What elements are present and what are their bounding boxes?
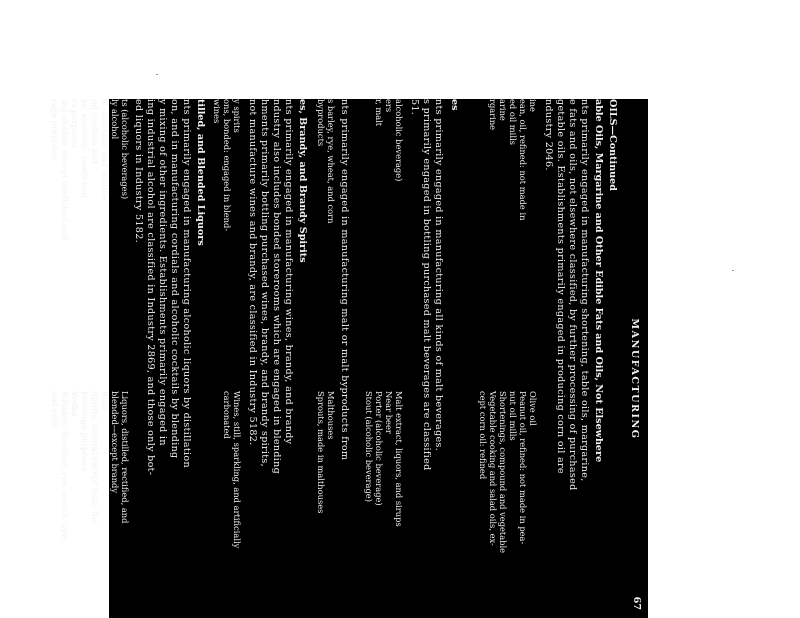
product-item: ed oil mills <box>508 99 518 145</box>
product-item: Stout (alcoholic beverage) <box>364 391 374 502</box>
description-line: getable oils. Establishments primarily engaged in producing corn oil are <box>555 99 566 474</box>
running-head: MANUFACTURING <box>629 318 640 440</box>
product-item: Shortenings, compound and vegetable <box>498 391 508 554</box>
product-item: cept corn oil: refined <box>478 391 488 480</box>
product-item: ic, alcoholic and soluble <box>100 99 110 201</box>
product-item: y spirits <box>232 99 242 133</box>
description-line: ndustry also includes bonded storerooms which are engaged in blending <box>271 99 282 475</box>
product-item: Malt extract, liquors, and sirups <box>394 391 404 527</box>
product-item: ine <box>528 99 538 112</box>
product-item: nd cordials and <box>90 99 100 164</box>
description-line: nts primarily engaged in manufacturing shortening, table oils, margarine, <box>579 99 590 482</box>
product-item: ts (alcoholic beverages) <box>120 99 130 200</box>
description-line: not manufacture wines and brandy, are classified in Industry 5182. <box>247 99 258 446</box>
product-item: byproducts <box>316 99 326 147</box>
product-item: ly alcohol <box>110 99 120 140</box>
product-item: ers <box>384 99 394 113</box>
product-item: s barley, rye, wheat, and corn <box>326 99 336 224</box>
product-item: Malthouses <box>326 391 336 440</box>
product-item: wines <box>212 99 222 124</box>
product-item: rage purposes <box>50 99 60 160</box>
page-content <box>50 99 648 618</box>
scanned-page <box>50 99 648 618</box>
product-item: Peanut oil, refined: not made in pea- <box>518 391 528 545</box>
description-line: nts primarily engaged in manufacturing alcoholic liquors by distillation <box>181 99 192 468</box>
industry-title: es, Brandy, and Brandy Spirits <box>297 99 308 263</box>
product-item: arine <box>498 99 508 121</box>
product-item: Spirits, neutral except fruit: for <box>90 391 100 524</box>
scan-speck <box>732 270 734 271</box>
product-item: beverage purposes <box>80 391 90 471</box>
product-item: and corn <box>50 391 60 429</box>
product-item: blended—except brandy <box>110 391 120 494</box>
product-item: ks, alcoholic: medicinal <box>80 99 90 198</box>
product-item: Vegetable cooking and salad oils, ex- <box>488 391 498 546</box>
product-item: Rum <box>100 391 110 411</box>
product-item: carbonated <box>222 391 232 439</box>
product-item: ean, oil, refined: not made in <box>518 99 528 221</box>
description-line: e fats and oils, not elsewhere classified, by further processing of purchased <box>567 99 578 491</box>
description-line: 51. <box>409 99 420 116</box>
product-item: alcoholic beverage) <box>394 99 404 182</box>
product-item: Near beer <box>384 391 394 434</box>
description-line: nts primarily engaged in manufacturing all kinds of malt beverages. <box>433 99 444 452</box>
product-item: nut oil mills <box>508 391 518 441</box>
industry-title: able Oils, Margarine and Other Edible Fats and Oils, Not Elsewhere <box>593 99 604 463</box>
description-line: hments primarily bottling purchased wines, brandy, and brandy spirits, <box>259 99 270 467</box>
product-item: Porter (alcoholic beverage) <box>374 391 384 506</box>
description-line: ndustry 2046. <box>543 99 554 171</box>
description-line: y mixing of other ingredients. Establishments primarily engaged in <box>157 99 168 446</box>
product-item: ons, bonded: engaged in blend- <box>222 99 232 232</box>
industry-title: tilled, and Blended Liquors <box>195 99 206 246</box>
description-line: on, and in manufacturing cordials and alcoholic cocktails by blending <box>169 99 180 459</box>
group-heading: es <box>449 99 460 111</box>
product-item: ing alcohol: except medicinal and <box>60 99 70 241</box>
group-heading: OILS—Continued <box>607 99 618 191</box>
product-item: Wines, still, sparkling, and artificially <box>232 391 242 549</box>
product-item: Vodka <box>70 391 80 417</box>
page-number: 67 <box>631 596 642 610</box>
description-line: nts primarily engaged in manufacturing wines, brandy, and brandy <box>283 99 294 445</box>
product-item: rgarine <box>488 99 498 131</box>
product-item: rs purposes <box>70 99 80 149</box>
description-line: nts primarily engaged in manufacturing malt or malt byproducts from <box>339 99 350 461</box>
product-item: Liquors, distilled, rectified, and <box>120 391 130 524</box>
description-line: ing industrial alcohol are classified in Industry 2869, and those only bot- <box>145 99 156 476</box>
product-item: Sprouts, made in malthouses <box>316 391 326 514</box>
description-line: s primarily engaged in bottling purchased malt beverages are classified <box>421 99 432 471</box>
scan-speck <box>156 74 158 75</box>
description-line: ed liquors in Industry 5182. <box>133 99 144 243</box>
product-item: Olive oil <box>528 391 538 426</box>
product-item: Whiskey: bourbon, rye, scotch type, <box>60 391 70 542</box>
product-item: r, malt <box>374 99 384 127</box>
